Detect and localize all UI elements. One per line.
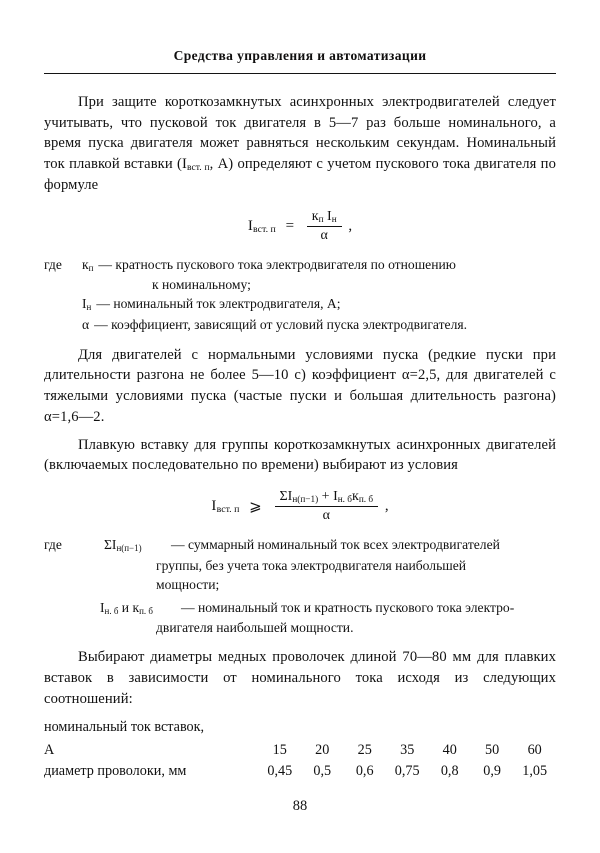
where-1-spacer-2 (44, 294, 82, 313)
spacer-1 (44, 335, 556, 345)
where-list-1 (44, 255, 556, 334)
where-2-symbol-2b-sub: п. б (139, 605, 153, 616)
where-1-row-1 (44, 255, 556, 275)
page-number: 88 (292, 798, 308, 814)
paragraph-1: При защите короткозамкнутых асинхронных электродвигателей следует учитывать, что пусковой ток двигателя в 5—7 раз больше номинального, а время пуска двигателя может равняться нескольким секундам. Номинальный ток плавкой вставки ($I_{вст. п}$, А) определяют с учетом пускового тока двигателя по формуле (44, 94, 556, 193)
where-2-text-1: — суммарный номинальный ток всех электродвигателей (171, 537, 500, 553)
table-cell: 20 (315, 742, 330, 759)
table-cell: 15 (272, 742, 287, 759)
table-cell: 0,5 (313, 763, 332, 780)
document-page (0, 48, 600, 853)
where-1-cont-1: к номинальному; (152, 277, 251, 293)
table-row-label: А (44, 742, 55, 759)
where-1-text-1: — кратность пускового тока электродвигателя по отношению (98, 256, 456, 272)
where-2-cont-1: группы, без учета тока электродвигателя наибольшей (156, 557, 467, 573)
where-2-intro: где (44, 537, 62, 553)
where-1-symbol-2: $I_н$ (82, 296, 92, 313)
where-2-symbol-mid: и (121, 599, 130, 615)
values-table-block (44, 719, 556, 782)
table-cell: 0,6 (355, 763, 374, 780)
where-2-cont-2: мощности; (156, 576, 220, 592)
paragraph-3: Плавкую вставку для группы короткозамкнутых асинхронных двигателей (включаемых последовательно по времени) выбирают из условия (44, 436, 556, 474)
formula-2-relation: ⩾ (249, 499, 262, 516)
where-1-text-2: — номинальный ток электродвигателя, А; (96, 296, 341, 312)
where-1-row-3 (44, 315, 556, 334)
formula-2-denominator: α (322, 508, 330, 524)
table-cell: 25 (357, 742, 372, 759)
formula-2-num-i-sub: н. б (337, 494, 352, 505)
formula-2 (44, 489, 556, 524)
where-1-symbol-1-sub: п (88, 262, 94, 273)
where-1-intro: где (44, 256, 62, 272)
formula-2-num-k-sub: п. б (358, 494, 374, 505)
formula-1-comma: , (348, 217, 353, 234)
where-1-spacer-3 (44, 315, 82, 334)
paragraph-2: Для двигателей с нормальными условиями пуска (редкие пуски при длительности разгона не более 5—10 с) коэффициент α=2,5, для двигателей с тяжелыми условиями пуска (частые пуски и большая длительность разгона) α=1,6—2. (44, 346, 556, 425)
where-list-2 (44, 535, 556, 637)
table-cell: 60 (527, 742, 542, 759)
values-table (44, 740, 556, 782)
table-cell: 0,8 (440, 763, 459, 780)
table-row (44, 761, 556, 782)
where-1-symbol-3: α (82, 316, 90, 332)
spacer-2 (44, 637, 556, 647)
formula-1-fraction (307, 209, 342, 244)
where-1-text-3: — коэффициент, зависящий от условий пуска электродвигателя. (94, 316, 468, 332)
formula-2-num-sum-sub: н(п−1) (292, 494, 319, 505)
formula-2-lhs-sub: вст. п (216, 504, 240, 516)
formula-2-fraction (275, 489, 379, 524)
table-cell: 50 (485, 742, 500, 759)
where-2-row-1 (44, 535, 556, 555)
paragraph-4: Выбирают диаметры медных проволочек длиной 70—80 мм для плавких вставок в зависимости от номинального тока исходя из следующих соотношений: (44, 649, 556, 707)
where-1-symbol-2-sub: н (86, 302, 92, 313)
formula-2-numerator: $\Sigma I_{н(п-1)} + I_{н. б}к_{п. б}$ (275, 489, 379, 507)
formula-1-num-i-sub: н (331, 213, 337, 224)
where-1-row-2 (44, 294, 556, 314)
table-cell: 35 (400, 742, 415, 759)
table-cell: 0,9 (483, 763, 501, 780)
where-2-symbol-2-sub: н. б (104, 605, 119, 616)
formula-1-numerator: $к_п$ $I_н$ (307, 209, 342, 227)
where-2-symbol-1-sub: н(п−1) (116, 543, 142, 554)
where-2-symbol-2: $I_{н. б}$ и $к_{п. б}$ (100, 599, 153, 616)
where-2-text-2: — номинальный ток и кратность пускового тока электро- (181, 599, 515, 615)
where-1-symbol-1: $к_п$ (82, 256, 94, 273)
formula-1-lhs: $I_{вст. п}$ (247, 217, 276, 235)
formula-1-lhs-sub: вст. п (253, 223, 276, 235)
table-row-label: диаметр проволоки, мм (44, 763, 187, 780)
formula-2-comma: , (384, 498, 389, 515)
where-2-spacer-2 (44, 598, 82, 617)
table-caption: номинальный ток вставок, (44, 719, 205, 736)
formula-1 (44, 209, 556, 244)
formula-2-lhs: $I_{вст. п}$ (211, 498, 240, 516)
formula-1-equals: = (285, 217, 295, 234)
table-cell: 0,75 (394, 763, 420, 780)
where-2-symbol-1: $\Sigma I_{н(п-1)}$ (104, 537, 142, 554)
table-cell: 0,45 (267, 763, 293, 780)
formula-1-denominator: α (320, 227, 328, 243)
table-row (44, 740, 556, 761)
running-head: Средства управления и автоматизации (173, 48, 427, 63)
where-2-cont-3: двигателя наибольшей мощности. (156, 620, 354, 636)
table-cell: 40 (442, 742, 457, 759)
table-cell: 1,05 (522, 763, 548, 780)
formula-1-num-k-sub: п (318, 213, 324, 224)
where-2-row-2 (44, 598, 556, 618)
page-content (44, 74, 556, 782)
